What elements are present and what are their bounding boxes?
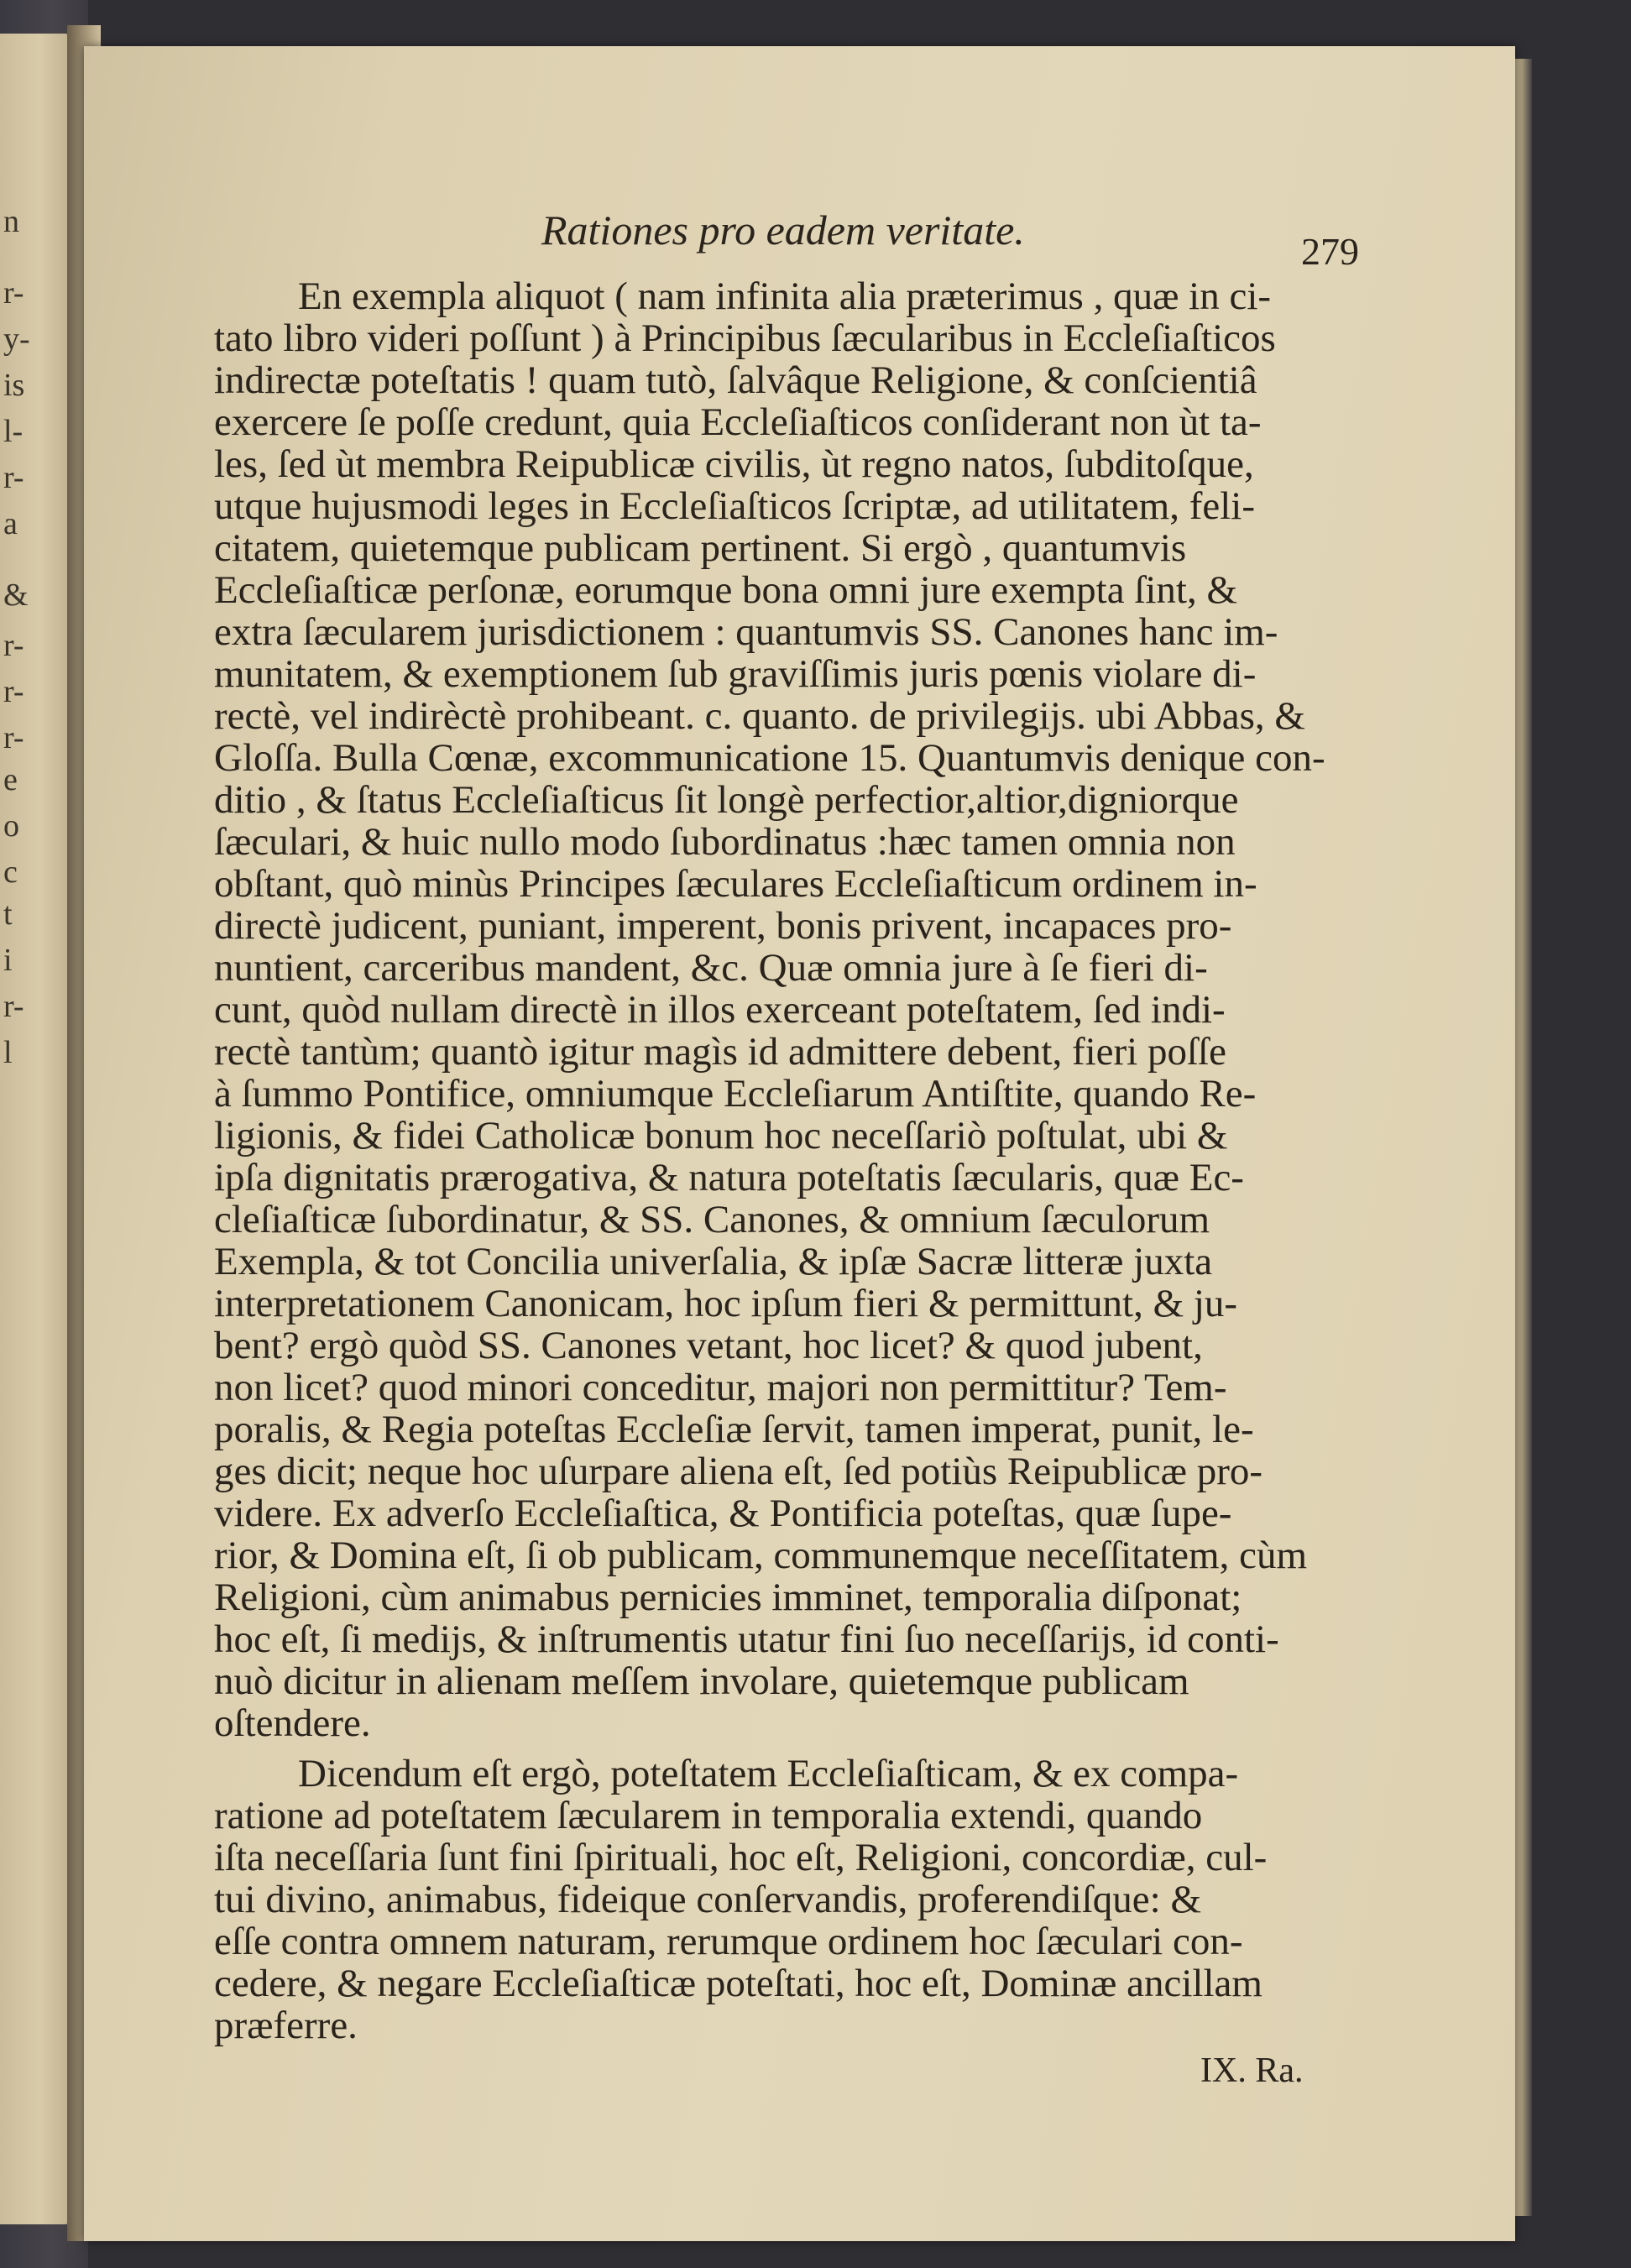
facing-fragment: r- (3, 674, 24, 709)
text-line: cedere, & negare Eccleſiaſticæ poteſtati, hoc eſt, Dominæ ancillam (214, 1962, 1262, 2005)
text-line: tui divino, animabus, fideique conſervandis, proferendiſque: & (214, 1878, 1202, 1921)
facing-fragment: t (3, 896, 13, 932)
facing-fragment: c (3, 854, 18, 890)
text-line: ges dicit; neque hoc uſurpare aliena eſt, ſed potiùs Reipublicæ pro- (214, 1450, 1263, 1493)
facing-fragment: r- (3, 989, 24, 1024)
facing-fragment: r- (3, 275, 24, 311)
facing-fragment: i (3, 943, 13, 978)
text-line: non licet? quod minori conceditur, majori non permittitur? Tem- (214, 1366, 1227, 1409)
text-line: bent? ergò quòd SS. Canones vetant, hoc licet? & quod jubent, (214, 1324, 1203, 1367)
text-line: rior, & Domina eſt, ſi ob publicam, communemque neceſſitatem, cùm (214, 1534, 1308, 1577)
text-line: indirectӕ poteſtatis ! quam tutò, ſalvâque Religione, & conſcientiâ (214, 358, 1257, 402)
text-line: exercere ſe poſſe credunt, quia Eccleſiaſticos conſiderant non ùt ta- (214, 400, 1262, 444)
text-line: directè judicent, puniant, imperent, bonis privent, incapaces pro- (214, 904, 1232, 948)
text-line: eſſe contra omnem naturam, rerumque ordinem hoc ſæculari con- (214, 1920, 1243, 1963)
text-line: ditio , & ſtatus Eccleſiaſticus ſit longè perfectior,altior,digniorque (214, 778, 1239, 822)
text-line: obſtant, quò minùs Principes ſæculares Eccleſiaſticum ordinem in- (214, 862, 1257, 906)
text-line: Eccleſiaſticӕ perſonӕ, eorumque bona omni jure exempta ſint, & (214, 568, 1238, 612)
text-line: rectè, vel indirèctè prohibeant. c. quanto. de privilegijs. ubi Abbas, & (214, 694, 1305, 738)
book-page (84, 46, 1515, 2241)
text-line: ligionis, & fidei Catholicæ bonum hoc neceſſariò poſtulat, ubi & (214, 1114, 1228, 1158)
text-line: Gloſſa. Bulla Cœnӕ, excommunicatione 15. Quantumvis denique con- (214, 736, 1325, 780)
text-line: cunt, quòd nullam directè in illos exerceant poteſtatem, ſed indi- (214, 988, 1226, 1032)
text-line: à ſummo Pontifice, omniumque Eccleſiarum Antiſtite, quando Re- (214, 1072, 1257, 1116)
body-text (214, 274, 1524, 2056)
facing-fragment: & (3, 577, 29, 613)
text-line: ratione ad poteſtatem ſæcularem in temporalia extendi, quando (214, 1794, 1203, 1837)
text-line: nuò dicitur in alienam meſſem involare, quietemque publicam (214, 1659, 1189, 1703)
facing-fragment: n (3, 204, 19, 239)
facing-fragment: y- (3, 321, 30, 357)
facing-fragment: o (3, 808, 19, 844)
text-line: extra ſæcularem jurisdictionem : quantumvis SS. Canones hanc im- (214, 610, 1278, 654)
text-line: iſta neceſſaria ſunt fini ſpirituali, hoc eſt, Religioni, concordiæ, cul- (214, 1836, 1268, 1879)
text-line: videre. Ex adverſo Eccleſiaſtica, & Pontificia poteſtas, quæ ſupe- (214, 1492, 1232, 1535)
text-line: rectè tantùm; quantò igitur magìs id admittere debent, fieri poſſe (214, 1030, 1226, 1074)
catchword: IX. Ra. (1200, 2051, 1304, 2090)
text-line: les, ſed ùt membra Reipublicæ civilis, ùt regno natos, ſubditoſque, (214, 442, 1254, 486)
text-line: Dicendum eſt ergò, poteſtatem Eccleſiaſticam, & ex compa- (298, 1752, 1239, 1795)
text-line: nuntient, carceribus mandent, &c. Quæ omnia jure à ſe fieri di- (214, 946, 1208, 990)
facing-fragment: l (3, 1035, 13, 1070)
text-line: Exempla, & tot Concilia univerſalia, & ipſæ Sacræ litteræ juxta (214, 1240, 1213, 1283)
text-line: præferre. (214, 2004, 358, 2047)
text-line: interpretationem Canonicam, hoc ipſum fieri & permittunt, & ju- (214, 1282, 1238, 1325)
text-line: ipſa dignitatis prærogativa, & natura poteſtatis ſæcularis, quæ Ec- (214, 1156, 1244, 1199)
text-line: hoc eſt, ſi medijs, & inſtrumentis utatur fini ſuo neceſſarijs, id conti- (214, 1617, 1279, 1661)
text-line: Religioni, cùm animabus pernicies imminet, temporalia diſponat; (214, 1576, 1242, 1619)
text-line: En exempla aliquot ( nam infinita alia prӕterimus , quӕ in ci- (298, 274, 1272, 318)
text-line: munitatem, & exemptionem ſub graviſſimis juris pœnis violare di- (214, 652, 1257, 696)
facing-fragment: r- (3, 628, 24, 663)
text-line: cleſiaſticæ ſubordinatur, & SS. Canones, & omnium ſæculorum (214, 1198, 1210, 1241)
text-line: oſtendere. (214, 1701, 371, 1745)
facing-fragment: r- (3, 460, 24, 495)
running-title: Rationes pro eadem veritate. (541, 206, 1025, 253)
facing-fragment: l- (3, 414, 24, 449)
text-line: citatem, quietemque publicam pertinent. Si ergò , quantumvis (214, 526, 1187, 570)
text-line: tato libro videri poſſunt ) à Principibus ſæcularibus in Eccleſiaſticos (214, 316, 1276, 360)
facing-fragment: r- (3, 720, 24, 755)
page-number: 279 (1301, 230, 1359, 273)
facing-fragment: e (3, 762, 18, 797)
text-line: poralis, & Regia poteſtas Eccleſiæ ſervit, tamen imperat, punit, le- (214, 1408, 1254, 1451)
facing-fragment: a (3, 506, 18, 541)
text-line: utque hujusmodi leges in Eccleſiaſticos ſcriptæ, ad utilitatem, feli- (214, 484, 1255, 528)
facing-fragment: is (3, 368, 25, 403)
text-line: ſæculari, & huic nullo modo ſubordinatus :hæc tamen omnia non (214, 820, 1236, 864)
